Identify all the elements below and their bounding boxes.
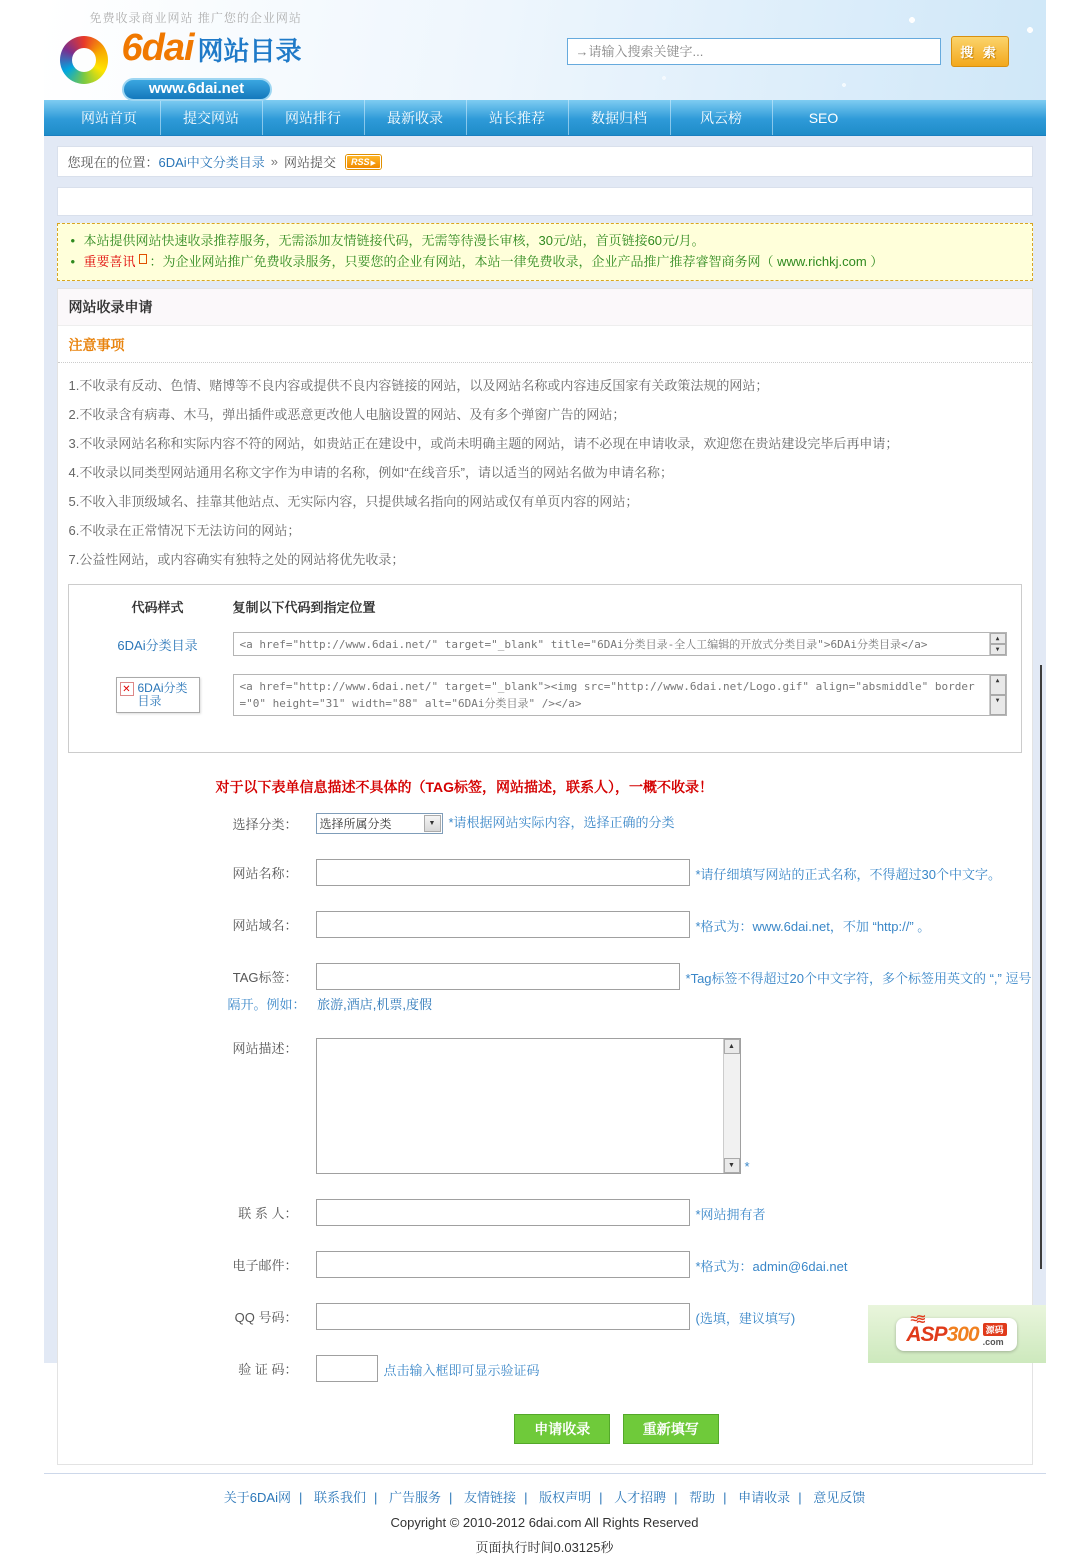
tag-hint-continued: 隔开。例如：: [228, 997, 306, 1012]
rule-item: 3.不收录网站名称和实际内容不符的网站，如贵站正在建设中，或尚未明确主题的网站，请不必现在申请收录，欢迎您在贵站建设完毕后再申请；: [69, 433, 1021, 452]
broken-image-placeholder: [116, 677, 200, 713]
category-hint: *请根据网站实际内容，选择正确的分类: [449, 812, 675, 831]
rule-item: 2.不收录含有病毒、木马，弹出插件或恶意更改他人电脑设置的网站、及有多个弹窗广告的网站；: [69, 404, 1021, 423]
flame-icon: [910, 1311, 924, 1327]
code-scrollbar[interactable]: [989, 675, 1006, 715]
scroll-up-button[interactable]: [724, 1039, 740, 1054]
chevron-down-icon[interactable]: [424, 815, 441, 832]
reset-button[interactable]: 重新填写: [623, 1414, 719, 1444]
category-select-value: 选择所属分类: [317, 815, 423, 832]
form-buttons: [130, 1414, 1089, 1444]
contact-row: [58, 1199, 1032, 1226]
submit-button[interactable]: 申请收录: [514, 1414, 610, 1444]
contact-label: 联 系 人：: [186, 1203, 298, 1222]
footer-link-friend-links[interactable]: 友情链接 |: [464, 1490, 527, 1505]
description-label: 网站描述：: [186, 1038, 298, 1057]
scroll-up-button[interactable]: [990, 633, 1006, 644]
scroll-up-button[interactable]: [990, 675, 1006, 695]
text-code-textarea[interactable]: [233, 632, 1007, 656]
textarea-scrollbar[interactable]: [723, 1039, 740, 1173]
page-title: 网站收录申请: [58, 289, 1032, 326]
email-label: 电子邮件：: [186, 1255, 298, 1274]
notice-box: [57, 223, 1033, 281]
logo-url-pill[interactable]: www.6dai.net: [122, 78, 272, 101]
asp300-text: ASP: [906, 1323, 946, 1347]
asp300-number: 300: [947, 1323, 979, 1347]
image-code-textarea[interactable]: [233, 674, 1007, 716]
rule-item: 6.不收录在正常情况下无法访问的网站；: [69, 520, 1021, 539]
scroll-down-button[interactable]: [990, 695, 1006, 715]
notice-line-2-text: ：为企业网站推广免费收录服务，只要您的企业有网站，本站一律免费收录，企业产品推广推荐睿智商务网（ www.richkj.com ）: [150, 254, 884, 269]
breadcrumb: [57, 146, 1033, 177]
breadcrumb-link-directory[interactable]: 6DAi中文分类目录: [159, 152, 265, 171]
notice-highlight: 重要喜讯: [84, 254, 136, 269]
email-hint: *格式为：admin@6dai.net: [696, 1256, 848, 1275]
domain-label: 网站域名：: [186, 915, 298, 934]
logo-ring-icon: [60, 36, 108, 84]
category-row: [58, 812, 1032, 834]
form-warning: 对于以下表单信息描述不具体的（TAG标签，网站描述，联系人），一概不收录！: [216, 777, 1032, 797]
code-scrollbar[interactable]: [989, 633, 1006, 655]
rules-list: [58, 363, 1032, 580]
notice-line-1: [68, 230, 1022, 251]
email-row: [58, 1251, 1032, 1278]
contact-hint: *网站拥有者: [696, 1204, 766, 1223]
main-panel: [57, 288, 1033, 1465]
nav-item-site-rank[interactable]: 网站排行: [263, 100, 365, 135]
tag-hint-example: 旅游,酒店,机票,度假: [317, 997, 432, 1012]
rule-item: 4.不收录以同类型网站通用名称文字作为申请的名称，例如“在线音乐”，请以适当的网站名做为申请名称；: [69, 462, 1021, 481]
domain-input[interactable]: [316, 911, 690, 938]
asp300-logo: [896, 1318, 1016, 1351]
site-header: [44, 0, 1046, 100]
logo-suffix: 网站目录: [198, 36, 302, 66]
rule-item: 1.不收录有反动、色情、赌博等不良内容或提供不良内容链接的网站，以及网站名称或内容违反国家有关政策法规的网站；: [69, 375, 1021, 394]
image-link-sample[interactable]: 6DAi分类目录: [138, 682, 196, 708]
rule-item: 7.公益性网站，或内容确实有独特之处的网站将优先收录；: [69, 549, 1021, 568]
nav-item-home[interactable]: 网站首页: [59, 100, 161, 135]
category-select[interactable]: [316, 813, 443, 834]
site-name-row: [58, 859, 1032, 886]
footer-link-about[interactable]: 关于6DAi网 |: [224, 1490, 303, 1505]
footer-link-copyright-notice[interactable]: 版权声明 |: [539, 1490, 602, 1505]
code-style-header: 代码样式: [83, 597, 233, 616]
contact-input[interactable]: [316, 1199, 690, 1226]
nav-item-submit-site[interactable]: 提交网站: [161, 100, 263, 135]
footer-links: [44, 1487, 1046, 1506]
image-link-row: [83, 674, 1007, 716]
logo-texts: [122, 28, 302, 101]
code-sample-panel: [68, 584, 1022, 753]
qq-label: QQ 号码：: [186, 1307, 298, 1326]
image-code-content: <a href="http://www.6dai.net/" target="_blank"><img src="http://www.6dai.net/Logo.gif" align="absmiddle" border="0" height="31" width="88" alt="6DAi分类目录" /></a>: [240, 680, 975, 710]
captcha-input[interactable]: [316, 1355, 378, 1382]
site-name-label: 网站名称：: [186, 863, 298, 882]
notice-line-1-text: 本站提供网站快速收录推荐服务，无需添加友情链接代码，无需等待漫长审核，30元/站，首页链接60元/月。: [84, 233, 705, 248]
search-bar: [567, 36, 1009, 67]
tag-hint-wrap: [58, 994, 1032, 1013]
missing-glyph-icon: [139, 254, 147, 264]
tag-label: TAG标签：: [186, 967, 298, 986]
text-link-sample[interactable]: 6DAi分类目录: [117, 638, 197, 653]
asp300-watermark: [868, 1305, 1046, 1363]
logo[interactable]: [60, 28, 302, 101]
tag-input[interactable]: [316, 963, 680, 990]
nav-item-seo[interactable]: SEO: [773, 100, 875, 135]
footer-link-help[interactable]: 帮助 |: [689, 1490, 726, 1505]
footer-link-feedback[interactable]: 意见反馈: [813, 1490, 865, 1505]
nav-item-latest-included[interactable]: 最新收录: [365, 100, 467, 135]
tag-row: [58, 963, 1032, 990]
email-input[interactable]: [316, 1251, 690, 1278]
captcha-hint: 点击输入框即可显示验证码: [384, 1360, 540, 1379]
site-name-input[interactable]: [316, 859, 690, 886]
notice-line-2: [68, 251, 1022, 272]
logo-text: 6dai: [122, 27, 194, 69]
screen-edge-artifact: [1040, 665, 1042, 1269]
code-copy-header: 复制以下代码到指定位置: [233, 597, 376, 616]
scroll-down-button[interactable]: [990, 644, 1006, 655]
site-footer: [44, 1473, 1046, 1556]
asp300-com: .com: [983, 1337, 1004, 1347]
asp300-badge: 源码: [983, 1323, 1007, 1336]
footer-link-ads[interactable]: 广告服务 |: [389, 1490, 452, 1505]
qq-input[interactable]: [316, 1303, 690, 1330]
text-link-row: [83, 632, 1007, 656]
copyright-text: Copyright © 2010-2012 6dai.com All Rights Reserved: [44, 1515, 1046, 1530]
site-tagline: 免费收录商业网站 推广您的企业网站: [90, 9, 302, 26]
site-name-hint: *请仔细填写网站的正式名称，不得超过30个中文字。: [696, 864, 1002, 883]
broken-image-icon: [120, 682, 134, 696]
rule-item: 5.不收入非顶级域名、挂靠其他站点、无实际内容，只提供域名指向的网站或仅有单页内容的网站；: [69, 491, 1021, 510]
captcha-label: 验 证 码：: [186, 1359, 298, 1378]
search-button[interactable]: 搜 索: [951, 36, 1009, 67]
nav-item-data-archive[interactable]: 数据归档: [569, 100, 671, 135]
rss-badge[interactable]: RSS ▶: [346, 155, 381, 169]
domain-hint: *格式为：www.6dai.net，不加 “http://” 。: [696, 916, 931, 935]
qq-hint: (选填，建议填写): [696, 1308, 796, 1327]
search-input[interactable]: [567, 38, 941, 65]
text-code-content: <a href="http://www.6dai.net/" target="_blank" title="6DAi分类目录-全人工编辑的开放式分类目录">6DAi分类目录</a>: [240, 638, 928, 651]
nav-item-webmaster-recommend[interactable]: 站长推荐: [467, 100, 569, 135]
banner-placeholder: [57, 187, 1033, 216]
breadcrumb-current: 网站提交: [284, 152, 336, 171]
category-label: 选择分类：: [186, 814, 298, 833]
footer-link-apply[interactable]: 申请收录 |: [738, 1490, 801, 1505]
breadcrumb-prefix: 您现在的位置：: [68, 152, 159, 171]
page: [44, 0, 1046, 1363]
footer-link-jobs[interactable]: 人才招聘 |: [614, 1490, 677, 1505]
tag-hint: *Tag标签不得超过20个中文字符，多个标签用英文的 “,” 逗号: [686, 968, 1032, 987]
main-nav: [44, 100, 1046, 136]
required-mark: *: [745, 1159, 750, 1174]
description-textarea[interactable]: [316, 1038, 741, 1174]
exec-time-text: 页面执行时间0.03125秒: [44, 1537, 1046, 1556]
code-sample-header: [83, 597, 1007, 616]
scroll-down-button[interactable]: [724, 1158, 740, 1173]
footer-link-contact[interactable]: 联系我们 |: [314, 1490, 377, 1505]
breadcrumb-separator: »: [271, 154, 278, 169]
description-row: [58, 1038, 1032, 1174]
domain-row: [58, 911, 1032, 938]
notes-title: 注意事项: [58, 326, 1032, 362]
nav-item-top-list[interactable]: 风云榜: [671, 100, 773, 135]
